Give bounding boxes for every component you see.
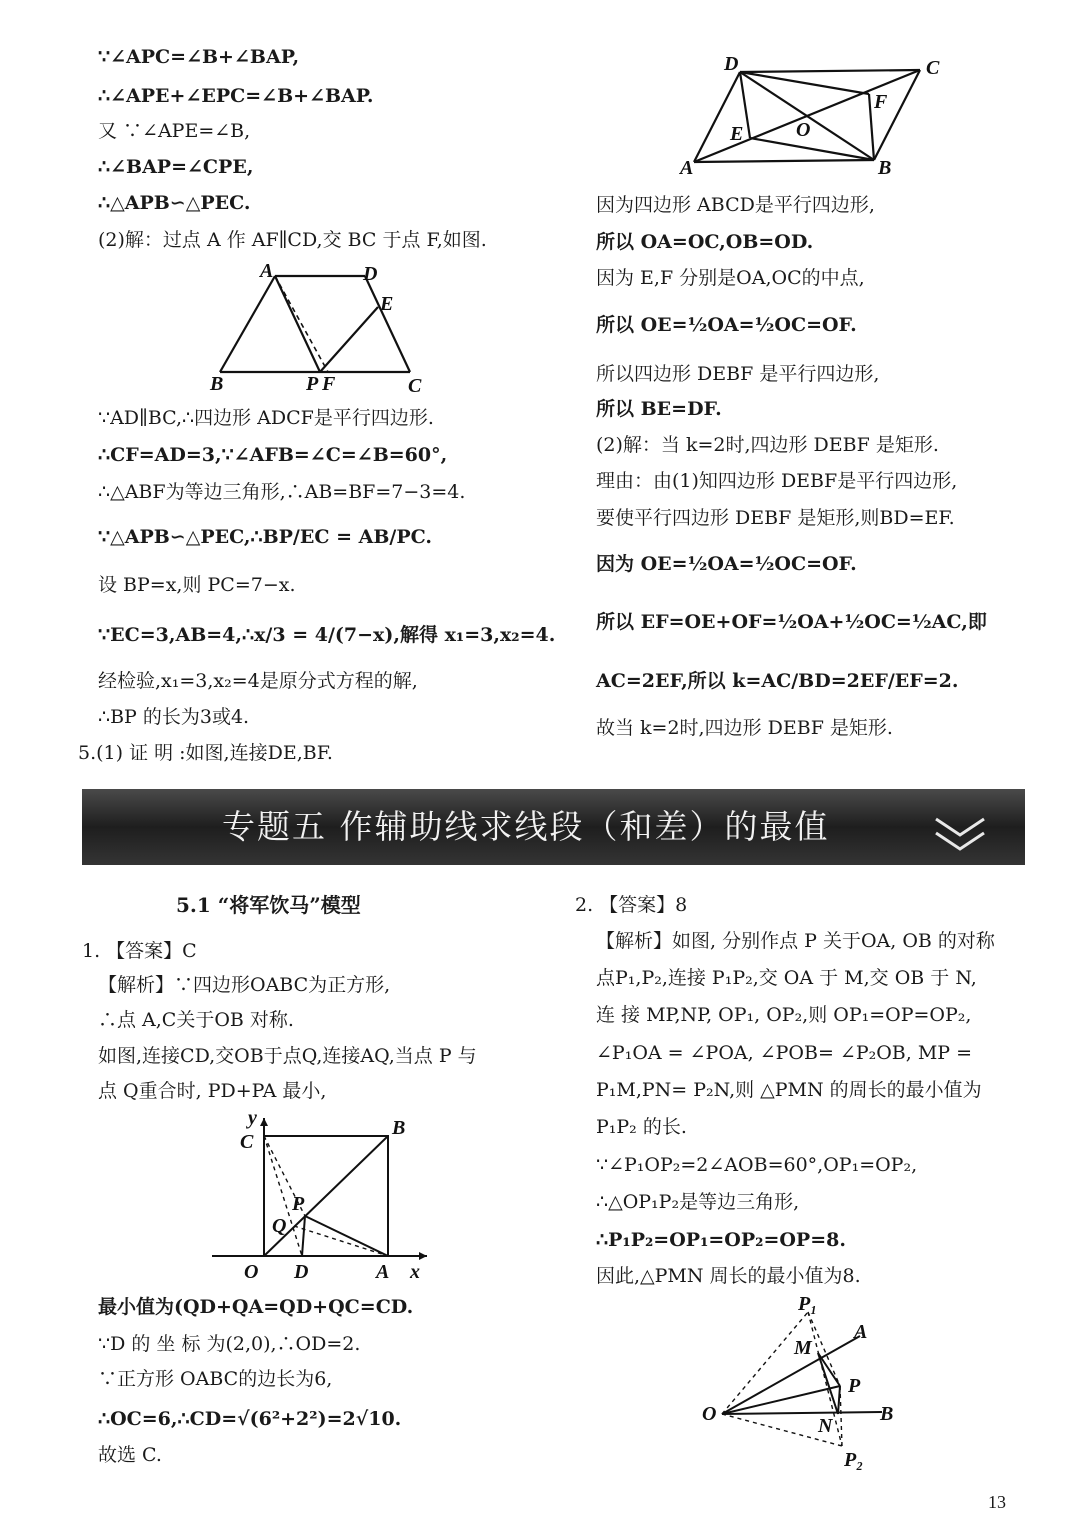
text-line: 因为四边形 ABCD是平行四边形,	[596, 194, 875, 216]
figure-label: P	[306, 373, 319, 395]
parallelogram-figure	[672, 50, 962, 180]
text-line: ∵D 的 坐 标 为(2,0),∴OD=2.	[98, 1333, 361, 1355]
square-coordinate-figure	[212, 1106, 442, 1286]
text-line: ∵∠APC=∠B+∠BAP,	[98, 46, 300, 68]
text-line: 1. 【答案】C	[82, 940, 197, 962]
figure-label: B	[392, 1117, 406, 1139]
figure-label: A	[260, 262, 274, 282]
text-line: 要使平行四边形 DEBF 是矩形,则BD=EF.	[596, 507, 955, 529]
text-line: 【解析】如图, 分别作点 P 关于OA, OB 的对称	[596, 930, 995, 952]
figure-label: D	[294, 1261, 309, 1283]
text-line: 又 ∵∠APE=∠B,	[98, 120, 251, 142]
text-line: 故当 k=2时,四边形 DEBF 是矩形.	[596, 717, 893, 739]
trapezoid-figure	[200, 262, 440, 397]
page-number: 13	[988, 1492, 1006, 1512]
text-line: 因为 OE=½OA=½OC=OF.	[596, 553, 857, 575]
figure-label: B	[210, 373, 224, 395]
figure-label: M	[794, 1337, 812, 1359]
text-line: 理由：由(1)知四边形 DEBF是平行四边形,	[596, 470, 958, 492]
text-line: AC=2EF,所以 k=AC/BD=2EF/EF=2.	[596, 670, 959, 692]
figure-label: Q	[272, 1215, 287, 1237]
figure-label: D	[724, 53, 739, 75]
figure-label: A	[376, 1261, 390, 1283]
text-line: 经检验,x₁=3,x₂=4是原分式方程的解,	[98, 670, 418, 692]
figure-label: A	[680, 157, 694, 179]
figure-label: O	[702, 1403, 717, 1425]
figure-label: O	[244, 1261, 259, 1283]
text-line: ∵∠P₁OP₂=2∠AOB=60°,OP₁=OP₂,	[596, 1154, 918, 1176]
figure-label: B	[878, 157, 892, 179]
text-line: 点 Q重合时, PD+PA 最小,	[98, 1080, 327, 1102]
text-line: 最小值为(QD+QA=QD+QC=CD.	[98, 1296, 414, 1318]
text-line: 设 BP=x,则 PC=7−x.	[98, 574, 296, 596]
figure-label: E	[730, 123, 744, 145]
figure-label: P₁	[798, 1296, 818, 1315]
text-line: ∠P₁OA = ∠POA, ∠POB= ∠P₂OB, MP =	[596, 1042, 973, 1064]
text-line: P₁M,PN= P₂N,则 △PMN 的周长的最小值为	[596, 1079, 982, 1101]
figure-label: y	[248, 1107, 257, 1129]
text-line: 所以 OA=OC,OB=OD.	[596, 231, 814, 253]
text-line: 所以四边形 DEBF 是平行四边形,	[596, 363, 880, 385]
reflection-figure	[700, 1296, 910, 1471]
text-line: ∴OC=6,∴CD=√(6²+2²)=2√10.	[98, 1408, 402, 1430]
text-line: ∴∠APE+∠EPC=∠B+∠BAP.	[98, 85, 374, 107]
section-heading: 5.1 “将军饮马”模型	[176, 893, 361, 917]
text-line: ∴△ABF为等边三角形,∴AB=BF=7−3=4.	[98, 481, 466, 503]
figure-label: C	[408, 375, 422, 397]
chapter-title: 专题五 作辅助线求线段（和差）的最值	[222, 807, 830, 846]
text-line: 所以 BE=DF.	[596, 398, 722, 420]
text-line: ∵AD∥BC,∴四边形 ADCF是平行四边形.	[98, 407, 434, 429]
text-line: 所以 EF=OE+OF=½OA+½OC=½AC,即	[596, 611, 987, 633]
text-line: 如图,连接CD,交OB于点Q,连接AQ,当点 P 与	[98, 1045, 477, 1067]
figure-label: O	[796, 119, 811, 141]
figure-label: N	[818, 1415, 833, 1437]
text-line: P₁P₂ 的长.	[596, 1116, 687, 1138]
figure-label: E	[380, 293, 394, 315]
figure-label: F	[322, 373, 336, 395]
text-line: ∴P₁P₂=OP₁=OP₂=OP=8.	[596, 1229, 846, 1251]
figure-label: C	[240, 1131, 254, 1153]
text-line: 2. 【答案】8	[575, 894, 688, 916]
figure-label: P	[848, 1375, 861, 1397]
text-line: (2)解：过点 A 作 AF∥CD,交 BC 于点 F,如图.	[98, 229, 487, 251]
text-line: ∵EC=3,AB=4,∴x/3 = 4/(7−x),解得 x₁=3,x₂=4.	[98, 624, 556, 646]
text-line: ∴△APB∽△PEC.	[98, 192, 251, 214]
figure-label: F	[874, 91, 888, 113]
figure-label: B	[880, 1403, 894, 1425]
figure-label: P	[292, 1193, 305, 1215]
text-line: ∴点 A,C关于OB 对称.	[98, 1009, 294, 1031]
figure-label: P₂	[844, 1449, 864, 1471]
text-line: ∵△APB∽△PEC,∴BP/EC = AB/PC.	[98, 526, 433, 548]
text-line: 【解析】∵四边形OABC为正方形,	[98, 974, 391, 996]
text-line: ∴△OP₁P₂是等边三角形,	[596, 1191, 800, 1213]
text-line: ∴BP 的长为3或4.	[98, 706, 250, 728]
text-line: 因此,△PMN 周长的最小值为8.	[596, 1265, 861, 1287]
text-line: 点P₁,P₂,连接 P₁P₂,交 OA 于 M,交 OB 于 N,	[596, 967, 977, 989]
text-line: ∵正方形 OABC的边长为6,	[98, 1368, 333, 1390]
text-line: ∴∠BAP=∠CPE,	[98, 156, 254, 178]
double-chevron-down-icon	[930, 813, 990, 857]
chapter-banner	[82, 789, 1025, 865]
figure-label: D	[363, 263, 378, 285]
figure-label: x	[410, 1261, 420, 1283]
text-line: 5.(1) 证 明 :如图,连接DE,BF.	[78, 742, 333, 764]
figure-label: A	[854, 1321, 868, 1343]
text-line: ∴CF=AD=3,∵∠AFB=∠C=∠B=60°,	[98, 444, 448, 466]
text-line: 所以 OE=½OA=½OC=OF.	[596, 314, 857, 336]
figure-label: C	[926, 57, 940, 79]
text-line: 故选 C.	[98, 1444, 162, 1466]
text-line: (2)解：当 k=2时,四边形 DEBF 是矩形.	[596, 434, 939, 456]
text-line: 连 接 MP,NP, OP₁, OP₂,则 OP₁=OP=OP₂,	[596, 1004, 972, 1026]
text-line: 因为 E,F 分别是OA,OC的中点,	[596, 267, 865, 289]
